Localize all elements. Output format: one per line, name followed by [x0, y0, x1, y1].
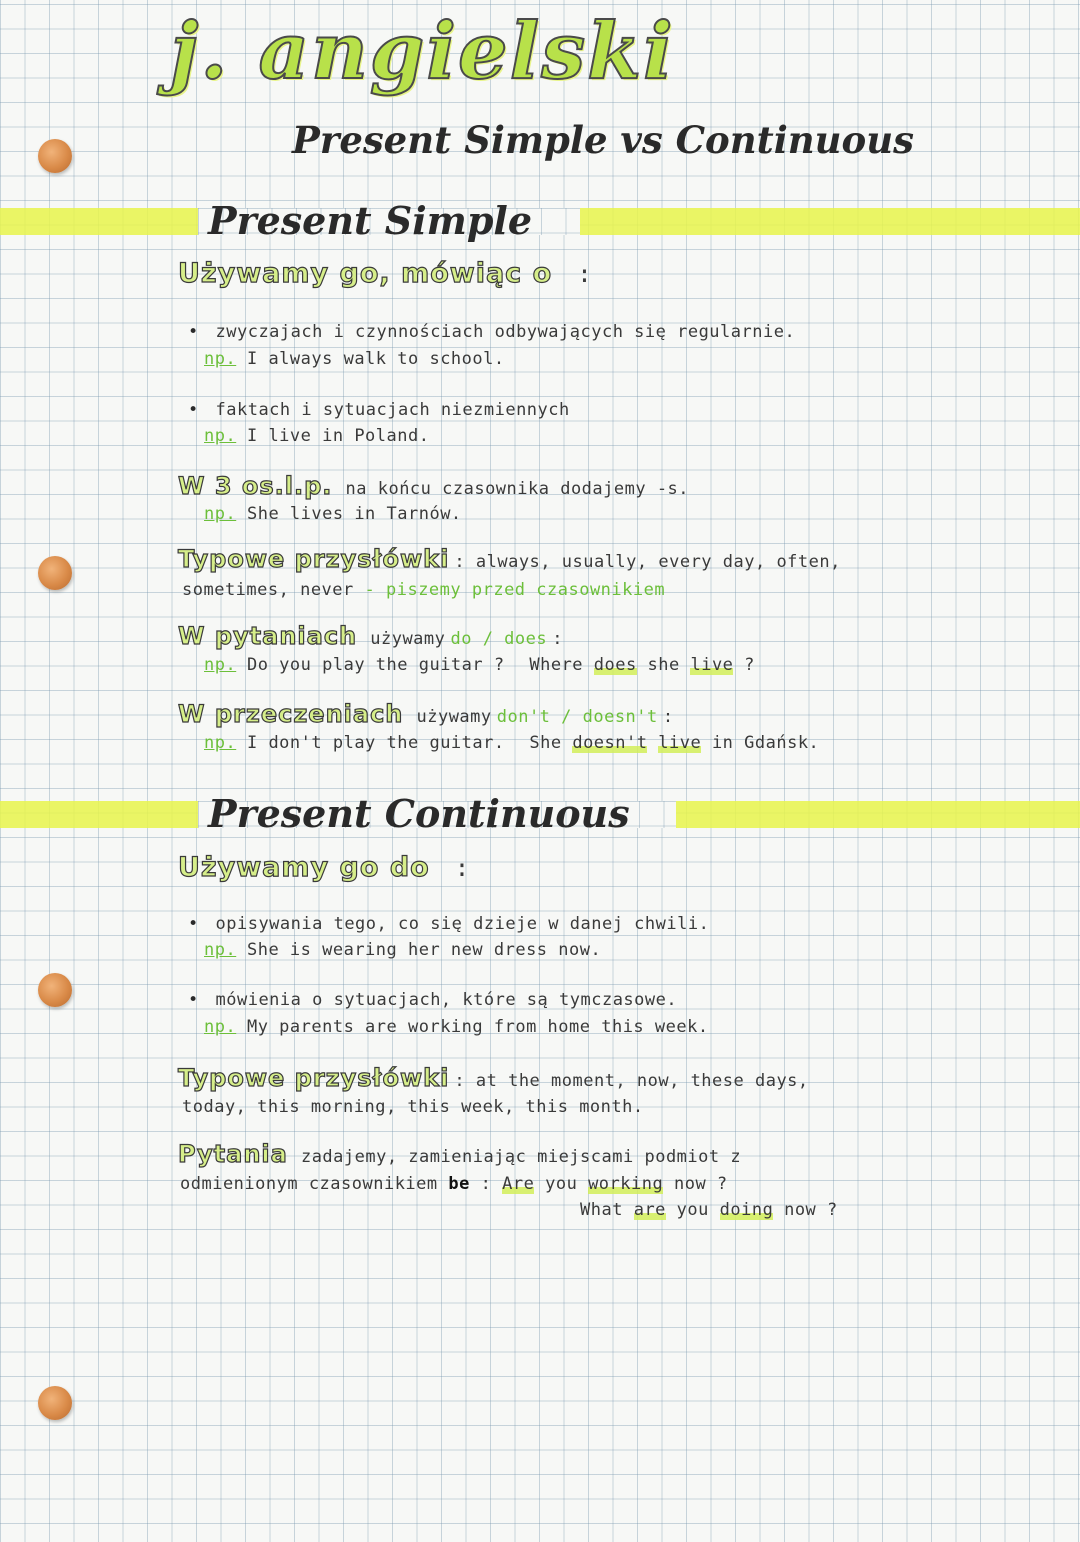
page-title: j. angielski: [170, 6, 675, 97]
adverbs-list-2: sometimes, never: [182, 580, 354, 600]
third-person-text: na końcu czasownika dodajemy -s.: [345, 479, 690, 499]
example-prefix: np.: [204, 426, 237, 446]
example-word: you: [676, 1200, 709, 1220]
adverbs-list-1: : always, usually, every day, often,: [454, 552, 841, 572]
questions-text-2: odmienionym czasownikiem: [180, 1174, 438, 1194]
punch-hole: [38, 1386, 72, 1420]
adverbs-list-1: : at the moment, now, these days,: [454, 1071, 809, 1091]
third-person-lead: W 3 os.l.p.: [178, 472, 333, 500]
simple-adverbs: [178, 545, 841, 573]
example-word: now ?: [784, 1200, 838, 1220]
simple-questions: [178, 622, 563, 650]
example-word: working: [588, 1174, 664, 1194]
adverbs-lead: Typowe przysłówki: [178, 545, 450, 573]
example-word: ?: [744, 655, 755, 675]
questions-text-1: zadajemy, zamieniając miejscami podmiot z: [300, 1147, 742, 1167]
adverbs-lead: Typowe przysłówki: [178, 1064, 450, 1092]
simple-bullet-2-example: [204, 426, 429, 446]
example-word: doesn't: [572, 733, 648, 753]
example-text: My parents are working from home this week.: [246, 1017, 709, 1037]
simple-bullet-1: [188, 322, 795, 342]
simple-intro-lead: Używamy go, mówiąc o: [178, 258, 553, 289]
example-word: doing: [719, 1200, 774, 1220]
simple-third-person: [178, 472, 689, 500]
example-word: She: [529, 733, 562, 753]
continuous-bullet-2: [188, 990, 677, 1010]
example-word: are: [633, 1200, 666, 1220]
questions-lead: Pytania: [178, 1140, 288, 1168]
negations-aux: don't / doesn't: [496, 707, 658, 727]
example-word: live: [690, 655, 734, 675]
simple-negations-example: [204, 733, 819, 753]
example-word: Where: [529, 655, 584, 675]
negations-colon: :: [662, 707, 674, 727]
negations-text: używamy: [416, 707, 492, 727]
continuous-bullet-2-example: [204, 1017, 709, 1037]
simple-adverbs-line-2: [182, 580, 665, 600]
example-prefix: np.: [204, 504, 237, 524]
questions-aux: do / does: [450, 629, 548, 649]
example-word: does: [593, 655, 637, 675]
adverbs-list-2: today, this morning, this week, this month.: [182, 1097, 644, 1117]
example-text: I always walk to school.: [246, 349, 505, 369]
example-text: She lives in Tarnów.: [246, 504, 462, 524]
punch-hole: [38, 556, 72, 590]
continuous-adverbs: [178, 1064, 809, 1092]
page-subtitle: Present Simple vs Continuous: [292, 118, 914, 162]
highlight-band-simple: [0, 208, 1080, 235]
adverbs-note: - piszemy przed czasownikiem: [364, 580, 666, 600]
example-word: in Gdańsk.: [711, 733, 820, 753]
continuous-questions-line-2: [180, 1174, 728, 1194]
example-word: you: [545, 1174, 578, 1194]
example-prefix: np.: [204, 349, 237, 369]
questions-text: używamy: [370, 629, 446, 649]
simple-intro-tail: :: [577, 260, 593, 288]
continuous-bullet-2-text: mówienia o sytuacjach, które są tymczasowe.: [215, 990, 678, 1010]
continuous-intro-lead: Używamy go do: [178, 852, 430, 883]
simple-questions-example: [204, 655, 755, 675]
simple-intro: [178, 258, 592, 289]
simple-negations: [178, 700, 674, 728]
simple-bullet-2: [188, 400, 570, 420]
continuous-questions-example-2: [580, 1200, 838, 1220]
example-word: Are: [502, 1174, 535, 1194]
example-prefix: np.: [204, 1017, 237, 1037]
punch-hole: [38, 973, 72, 1007]
questions-colon: :: [480, 1174, 492, 1194]
section-heading-simple: Present Simple: [208, 198, 533, 243]
example-word: she: [647, 655, 680, 675]
example-word: What: [580, 1200, 623, 1220]
example-text: I live in Poland.: [246, 426, 430, 446]
continuous-adverbs-line-2: [182, 1097, 644, 1117]
continuous-questions: [178, 1140, 741, 1168]
continuous-bullet-1: [188, 914, 709, 934]
continuous-intro-tail: :: [454, 854, 470, 882]
continuous-bullet-1-text: opisywania tego, co się dzieje w danej chwili.: [215, 914, 710, 934]
example-word: live: [658, 733, 702, 753]
example-text: She is wearing her new dress now.: [246, 940, 602, 960]
example-prefix: np.: [204, 733, 237, 753]
questions-lead: W pytaniach: [178, 622, 358, 650]
example-word: now ?: [673, 1174, 728, 1194]
simple-third-person-example: [204, 504, 462, 524]
example-prefix: np.: [204, 940, 237, 960]
questions-colon: :: [552, 629, 563, 649]
negations-lead: W przeczeniach: [178, 700, 404, 728]
continuous-bullet-1-example: [204, 940, 601, 960]
example-prefix: np.: [204, 655, 237, 675]
example-text: Do you play the guitar ?: [246, 655, 505, 675]
punch-hole: [38, 139, 72, 173]
simple-bullet-1-example: [204, 349, 505, 369]
continuous-intro: [178, 852, 470, 883]
questions-be: be: [448, 1174, 470, 1194]
simple-bullet-1-text: zwyczajach i czynnościach odbywających się regularnie.: [215, 322, 796, 342]
example-text: I don't play the guitar.: [246, 733, 505, 753]
simple-bullet-2-text: faktach i sytuacjach niezmiennych: [215, 400, 570, 420]
section-heading-continuous: Present Continuous: [208, 791, 630, 836]
